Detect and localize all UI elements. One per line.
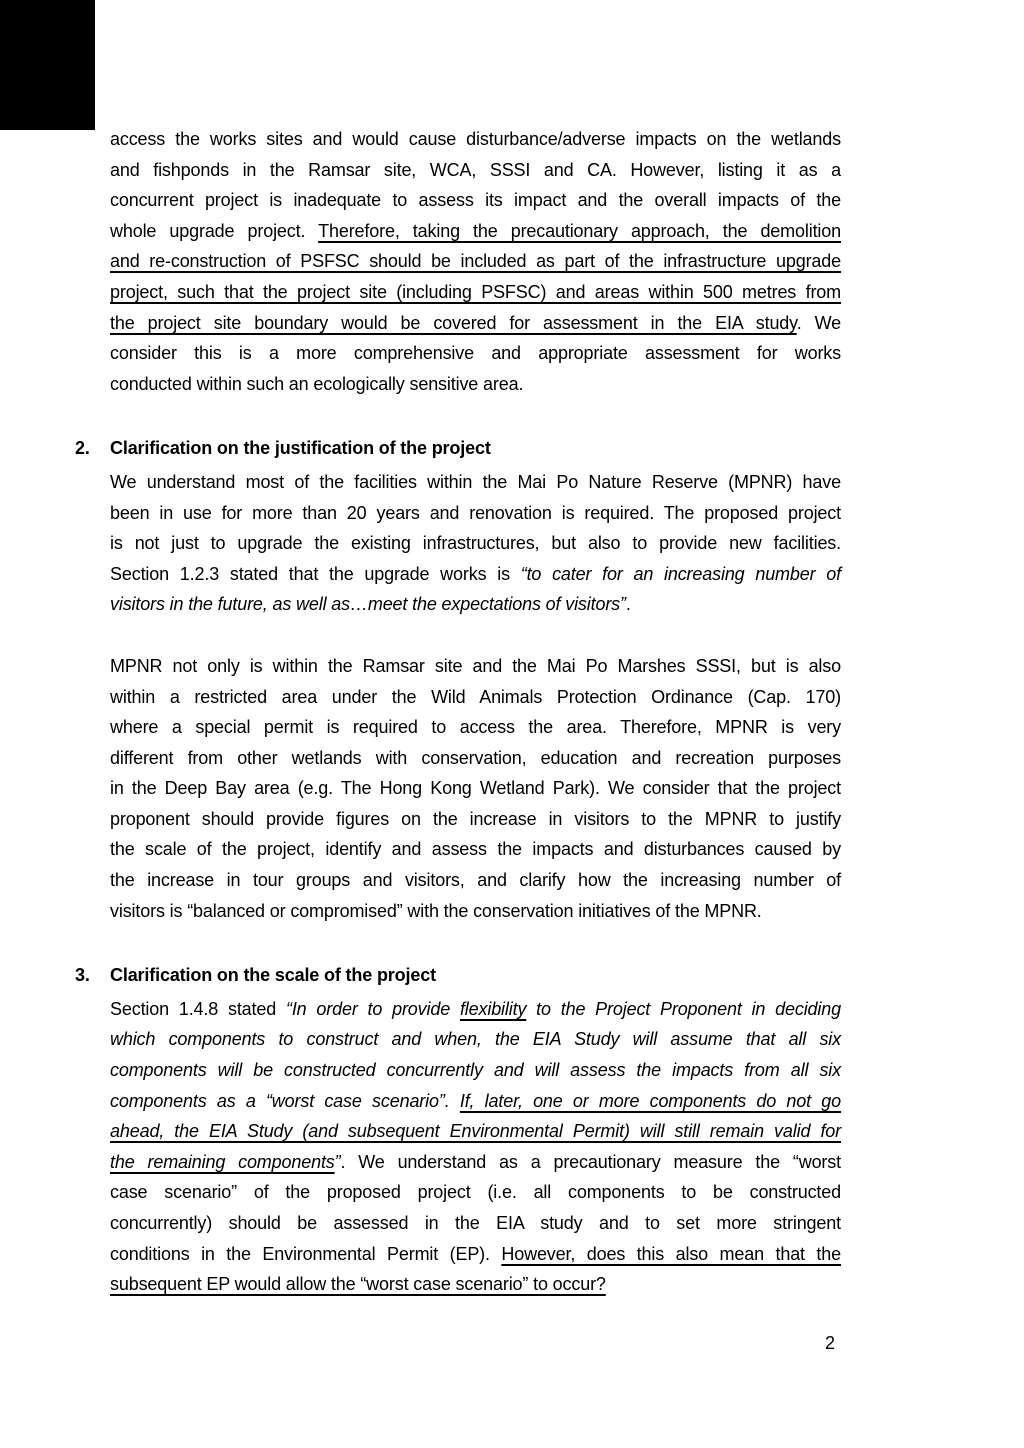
text-line: consider this is a more comprehensive and appropriate assessment for works <box>110 343 841 364</box>
text-line: whole upgrade project. Therefore, taking the precautionary approach, the demolition <box>110 220 841 241</box>
section-heading <box>75 960 841 991</box>
section-number: 3. <box>75 965 90 986</box>
section-title: Clarification on the scale of the project <box>110 965 436 986</box>
text-line: and re-construction of PSFSC should be included as part of the infrastructure upgrade <box>110 251 841 272</box>
text-line: conditions in the Environmental Permit (EP). However, does this also mean that the <box>110 1243 841 1264</box>
text-line: conducted within such an ecologically sensitive area. <box>110 373 524 394</box>
text-line: been in use for more than 20 years and renovation is required. The proposed project <box>110 502 841 523</box>
text-line: MPNR not only is within the Ramsar site and the Mai Po Marshes SSSI, but is also <box>110 655 841 676</box>
text-line: Section 1.2.3 stated that the upgrade works is “to cater for an increasing number of <box>110 563 841 584</box>
text-line: case scenario” of the proposed project (i.e. all components to be constructed <box>110 1182 841 1203</box>
text-line: concurrently) should be assessed in the EIA study and to set more stringent <box>110 1213 841 1233</box>
text-line: components as a “worst case scenario”. If, later, one or more components do not go <box>110 1090 841 1111</box>
page-number: 2 <box>824 1333 835 1353</box>
text-line: visitors is “balanced or compromised” with the conservation initiatives of the MPNR. <box>110 900 762 921</box>
text-line: different from other wetlands with conservation, education and recreation purposes <box>110 747 841 768</box>
black-redaction-mark <box>0 0 95 130</box>
text-line: access the works sites and would cause disturbance/adverse impacts on the wetlands <box>110 129 841 149</box>
text-line: within a restricted area under the Wild Animals Protection Ordinance (Cap. 170) <box>110 686 841 707</box>
text-line: ahead, the EIA Study (and subsequent Environmental Permit) will still remain valid for <box>110 1121 841 1142</box>
text-line: visitors in the future, as well as…meet the expectations of visitors”. <box>110 594 631 615</box>
section-number: 2. <box>75 438 90 459</box>
text-line: proponent should provide figures on the increase in visitors to the MPNR to justify <box>110 808 841 829</box>
paragraph <box>110 467 841 620</box>
paragraph <box>110 994 841 1300</box>
text-line: the increase in tour groups and visitors, and clarify how the increasing number of <box>110 870 841 891</box>
text-line: We understand most of the facilities within the Mai Po Nature Reserve (MPNR) have <box>110 471 841 492</box>
paragraph <box>110 651 841 926</box>
text-line: is not just to upgrade the existing infrastructures, but also to provide new facilities. <box>110 533 841 554</box>
text-line: the remaining components”. We understand as a precautionary measure the “worst <box>110 1151 841 1172</box>
paragraph <box>110 124 841 399</box>
text-line: in the Deep Bay area (e.g. The Hong Kong Wetland Park). We consider that the project <box>110 778 841 799</box>
text-line: the scale of the project, identify and assess the impacts and disturbances caused by <box>110 839 841 860</box>
text-line: which components to construct and when, the EIA Study will assume that all six <box>110 1029 841 1050</box>
section-heading <box>75 433 841 464</box>
text-line: concurrent project is inadequate to assess its impact and the overall impacts of the <box>110 190 841 211</box>
text-line: the project site boundary would be covered for assessment in the EIA study. We <box>110 312 841 333</box>
document-body <box>75 124 841 1300</box>
text-line: subsequent EP would allow the “worst case scenario” to occur? <box>110 1274 606 1295</box>
text-line: and fishponds in the Ramsar site, WCA, SSSI and CA. However, listing it as a <box>110 159 841 180</box>
section-title: Clarification on the justification of the project <box>110 438 491 459</box>
text-line: project, such that the project site (including PSFSC) and areas within 500 metres from <box>110 281 841 302</box>
text-line: components will be constructed concurrently and will assess the impacts from all six <box>110 1060 841 1081</box>
text-line: Section 1.4.8 stated “In order to provide flexibility to the Project Proponent in deciding <box>110 998 841 1019</box>
text-line: where a special permit is required to access the area. Therefore, MPNR is very <box>110 717 841 738</box>
